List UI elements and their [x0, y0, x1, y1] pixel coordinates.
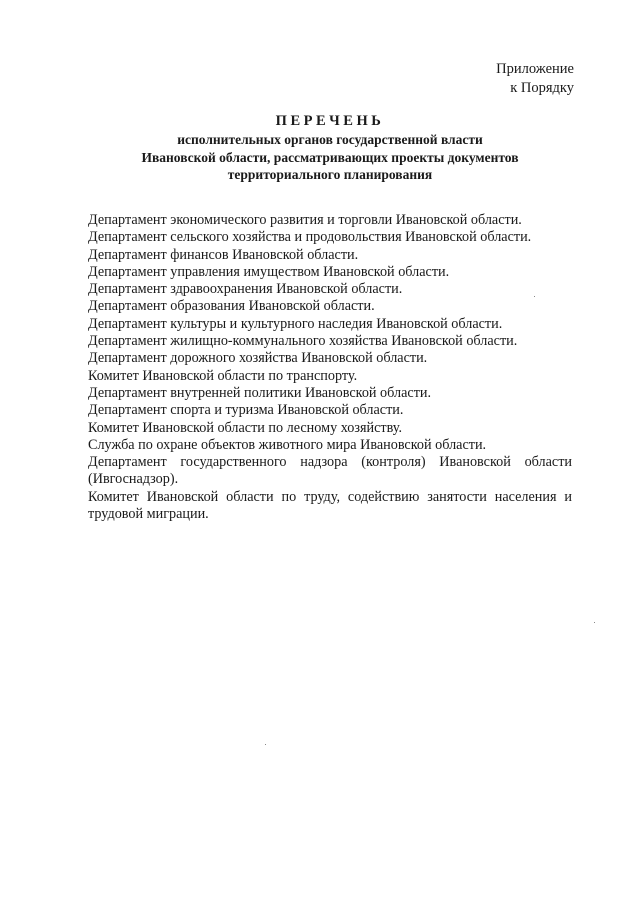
list-item: Комитет Ивановской области по транспорту. — [88, 367, 358, 384]
scan-speck — [534, 296, 535, 297]
document-title: ПЕРЕЧЕНЬ — [275, 113, 385, 129]
document-heading — [90, 112, 570, 184]
subtitle-line-3: территориального планирования — [227, 167, 433, 182]
list-item: Департамент государственного надзора (контроля) Ивановской области (Ивгоснадзор). — [88, 454, 572, 488]
list-item: Департамент дорожного хозяйства Ивановской области. — [88, 350, 428, 367]
subtitle-line-1: исполнительных органов государственной власти — [177, 132, 483, 147]
scan-speck — [594, 622, 595, 623]
list-item: Департамент управления имуществом Ивановской области. — [88, 263, 450, 280]
list-item: Департамент жилищно-коммунального хозяйства Ивановской области. — [88, 333, 518, 350]
list-item: Комитет Ивановской области по лесному хозяйству. — [88, 419, 403, 436]
appendix-line-2: к Порядку — [510, 80, 574, 96]
list-item: Департамент финансов Ивановской области. — [88, 246, 359, 263]
document-subtitle — [90, 131, 570, 184]
appendix-note — [496, 60, 574, 98]
list-item: Департамент здравоохранения Ивановской области. — [88, 281, 403, 298]
agency-list — [88, 212, 572, 523]
list-item: Департамент культуры и культурного наследия Ивановской области. — [88, 315, 503, 332]
scan-speck — [265, 744, 266, 745]
list-item: Департамент образования Ивановской области. — [88, 298, 375, 315]
list-item: Департамент внутренней политики Ивановской области. — [88, 384, 432, 401]
list-item: Департамент экономического развития и торговли Ивановской области. — [88, 212, 522, 228]
list-item: Служба по охране объектов животного мира Ивановской области. — [88, 436, 487, 453]
subtitle-line-2: Ивановской области, рассматривающих проекты документов — [141, 149, 519, 165]
list-item: Департамент спорта и туризма Ивановской области. — [88, 402, 404, 419]
appendix-line-1: Приложение — [496, 61, 574, 77]
list-item: Комитет Ивановской области по труду, содействию занятости населения и трудовой миграции. — [88, 488, 572, 523]
list-item: Департамент сельского хозяйства и продовольствия Ивановской области. — [88, 229, 532, 246]
